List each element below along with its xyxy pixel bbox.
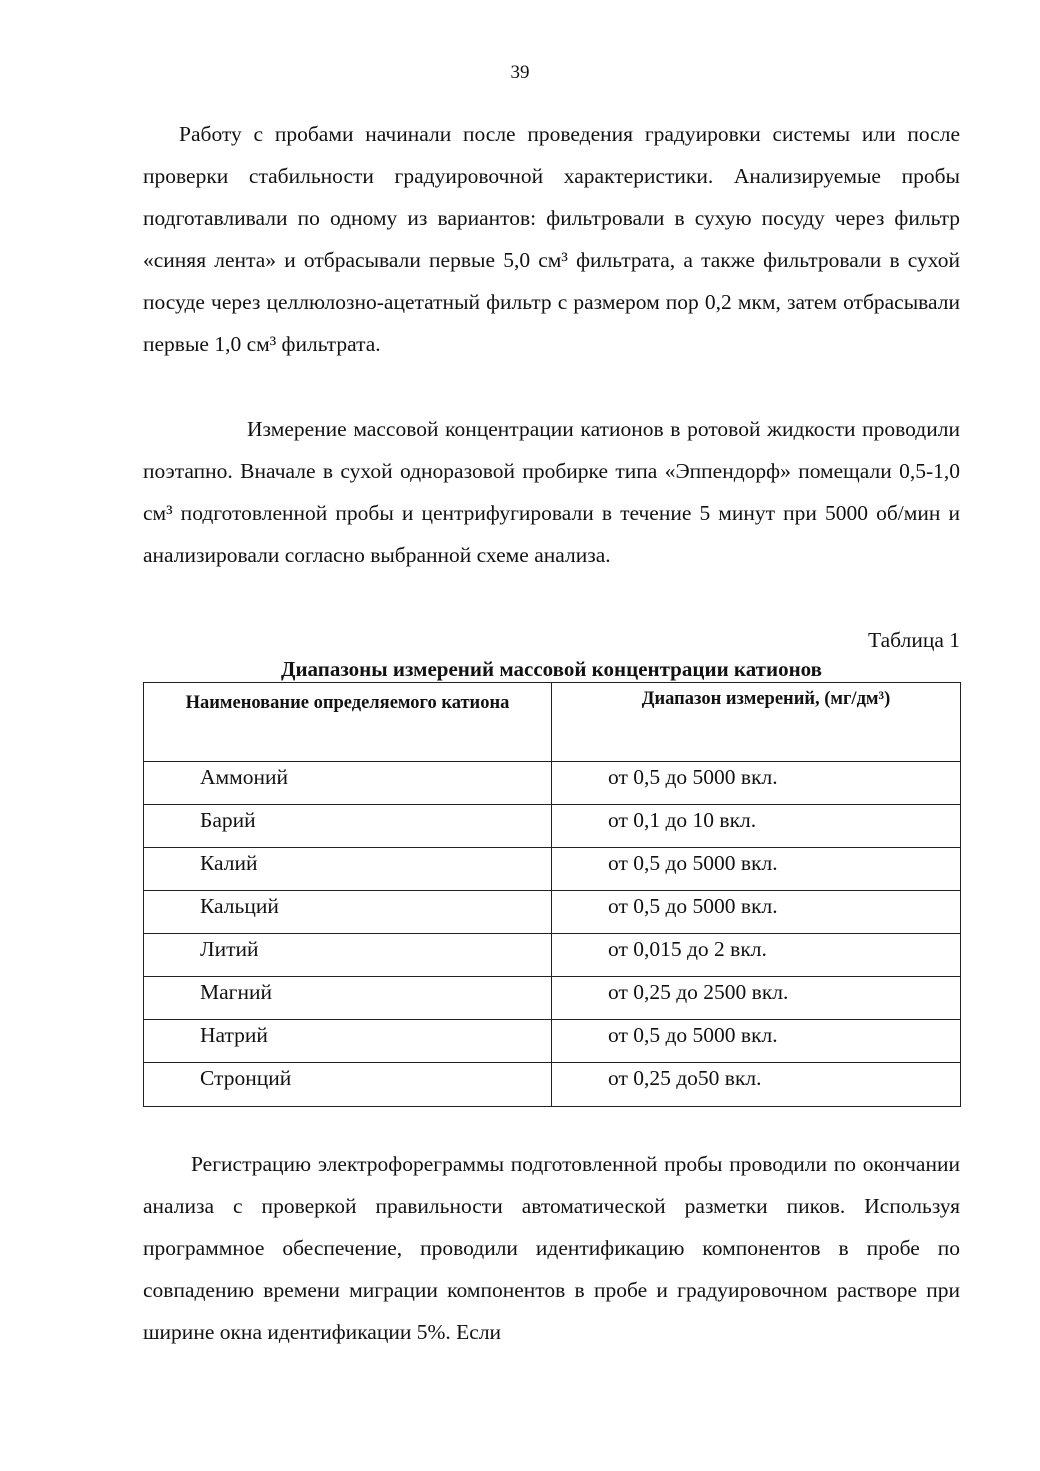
paragraph-electropherogram-registration [143, 1143, 960, 1353]
cation-name: Литий [144, 934, 552, 977]
header-measurement-range: Диапазон измерений, (мг/дм³) [552, 683, 961, 762]
cation-range: от 0,1 до 10 вкл. [552, 805, 961, 848]
cation-name: Натрий [144, 1020, 552, 1063]
cation-range: от 0,25 до50 вкл. [552, 1063, 961, 1107]
paragraph-measurement-procedure [143, 408, 960, 576]
paragraph-sample-preparation [143, 113, 960, 365]
cation-name: Калий [144, 848, 552, 891]
table-header-row [144, 683, 961, 762]
cation-name: Барий [144, 805, 552, 848]
table-row [144, 848, 961, 891]
table-row [144, 977, 961, 1020]
cation-range: от 0,5 до 5000 вкл. [552, 891, 961, 934]
cation-name: Стронций [144, 1063, 552, 1107]
cation-name: Магний [144, 977, 552, 1020]
cation-range: от 0,015 до 2 вкл. [552, 934, 961, 977]
paragraph-text: Регистрацию электрофореграммы подготовленной пробы проводили по окончании анализа с проверкой правильности автоматической разметки пиков. Используя программное обеспечение, проводили идентификацию компонентов в пробе по совпадению времени миграции компонентов в пробе и градуировочном растворе при ширине окна идентификации 5%. Если [143, 1152, 960, 1344]
cation-name: Кальций [144, 891, 552, 934]
measurement-ranges-table [143, 682, 961, 1107]
paragraph-text: Измерение массовой концентрации катионов в ротовой жидкости проводили поэтапно. Вначале в сухой одноразовой пробирке типа «Эппендорф» помещали 0,5-1,0 см³ подготовленной пробы и центрифугировали в течение 5 минут при 5000 об/мин и анализировали согласно выбранной схеме анализа. [143, 417, 960, 567]
header-cation-name: Наименование определяемого катиона [144, 683, 552, 762]
cation-range: от 0,25 до 2500 вкл. [552, 977, 961, 1020]
table-row [144, 762, 961, 805]
table-row [144, 891, 961, 934]
page-number: 39 [510, 62, 530, 83]
cation-name: Аммоний [144, 762, 552, 805]
cation-range: от 0,5 до 5000 вкл. [552, 762, 961, 805]
table-row [144, 1063, 961, 1107]
paragraph-text: Работу с пробами начинали после проведения градуировки системы или после проверки стабильности градуировочной характеристики. Анализируемые пробы подготавливали по одному из вариантов: фильтровали в сухую посуду через фильтр «синяя лента» и отбрасывали первые 5,0 см³ фильтрата, а также фильтровали в сухой посуде через целлюлозно-ацетатный фильтр с размером пор 0,2 мкм, затем отбрасывали первые 1,0 см³ фильтрата. [143, 122, 960, 356]
table-title: Диапазоны измерений массовой концентрации катионов [281, 657, 822, 681]
table-row [144, 934, 961, 977]
table-row [144, 1020, 961, 1063]
table-caption: Таблица 1 [868, 628, 960, 652]
cation-range: от 0,5 до 5000 вкл. [552, 1020, 961, 1063]
cation-range: от 0,5 до 5000 вкл. [552, 848, 961, 891]
table-row [144, 805, 961, 848]
